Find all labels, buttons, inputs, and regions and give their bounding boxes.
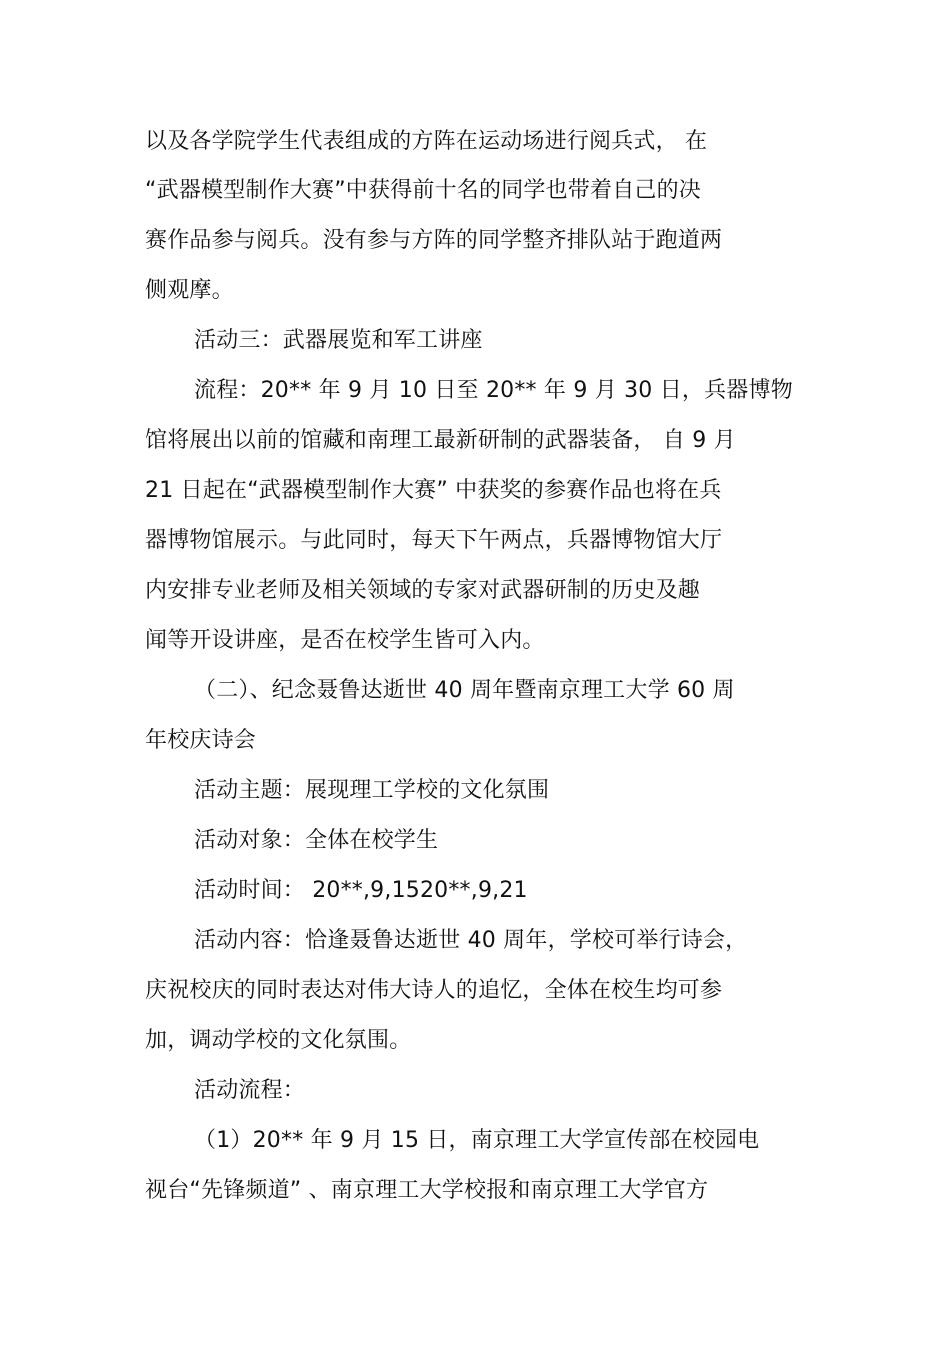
paragraph-line: 赛作品参与阅兵。没有参与方阵的同学整齐排队站于跑道两 (145, 228, 723, 253)
activity-content: 活动内容：恰逢聂鲁达逝世 40 周年，学校可举行诗会， (194, 928, 748, 953)
paragraph-line: 庆祝校庆的同时表达对伟大诗人的追忆，全体在校生均可参 (145, 978, 723, 1003)
paragraph-line: 闻等开设讲座，是否在校学生皆可入内。 (145, 628, 545, 653)
section-heading-continued: 年校庆诗会 (145, 728, 257, 753)
paragraph-line: 流程：20** 年 9 月 10 日至 20** 年 9 月 30 日，兵器博物 (194, 378, 793, 403)
section-heading: 活动三：武器展览和军工讲座 (194, 328, 483, 353)
process-step-1: （1）20** 年 9 月 15 日，南京理工大学宣传部在校园电 (194, 1128, 760, 1153)
paragraph-line: 器博物馆展示。与此同时，每天下午两点，兵器博物馆大厅 (145, 528, 723, 553)
activity-time: 活动时间： 20**,9,1520**,9,21 (194, 878, 528, 903)
section-heading: （二）、纪念聂鲁达逝世 40 周年暨南京理工大学 60 周 (194, 678, 735, 703)
paragraph-line: 视台“先锋频道” 、南京理工大学校报和南京理工大学官方 (145, 1178, 709, 1203)
activity-process-heading: 活动流程： (194, 1078, 306, 1103)
paragraph-line: 馆将展出以前的馆藏和南理工最新研制的武器装备， 自 9 月 (145, 428, 736, 453)
activity-theme: 活动主题：展现理工学校的文化氛围 (194, 778, 550, 803)
paragraph-line: 加，调动学校的文化氛围。 (145, 1028, 412, 1053)
paragraph-line: 21 日起在“武器模型制作大赛” 中获奖的参赛作品也将在兵 (145, 478, 722, 503)
activity-audience: 活动对象：全体在校学生 (194, 828, 439, 853)
paragraph-line: 以及各学院学生代表组成的方阵在运动场进行阅兵式， 在 (145, 129, 708, 154)
paragraph-line: 内安排专业老师及相关领域的专家对武器研制的历史及趣 (145, 578, 701, 603)
paragraph-line: “武器模型制作大赛”中获得前十名的同学也带着自己的决 (145, 178, 701, 203)
paragraph-line: 侧观摩。 (145, 278, 234, 303)
